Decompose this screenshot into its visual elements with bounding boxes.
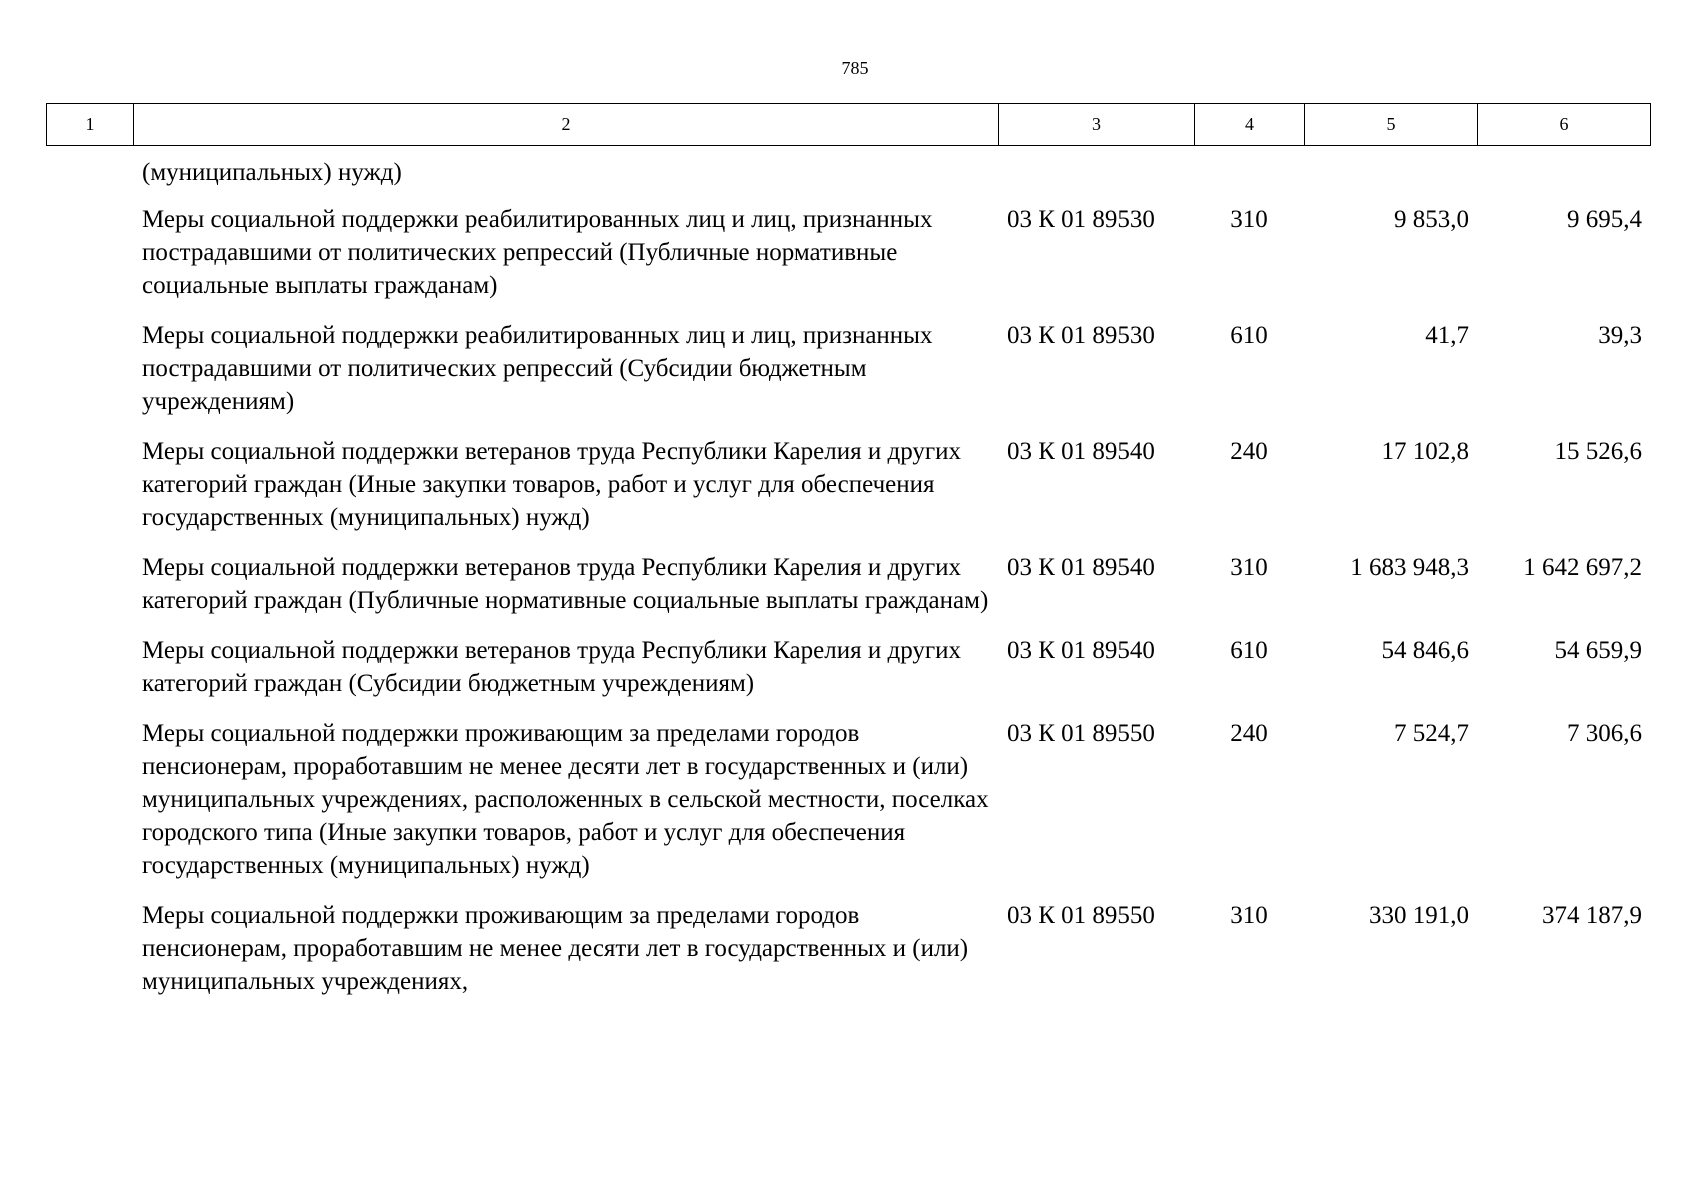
budget-table xyxy=(46,156,1650,1015)
table-row xyxy=(46,634,1650,717)
table-row xyxy=(46,319,1650,435)
row-value-5: 17 102,8 xyxy=(1381,438,1469,465)
row-code: 03 К 01 89550 xyxy=(1007,720,1155,747)
row-value-6: 15 526,6 xyxy=(1554,438,1642,465)
column-header-2: 2 xyxy=(134,104,999,146)
column-header-1: 1 xyxy=(47,104,134,146)
row-code: 03 К 01 89530 xyxy=(1007,322,1155,349)
table-row xyxy=(46,435,1650,551)
column-header-4: 4 xyxy=(1195,104,1305,146)
row-code: 03 К 01 89530 xyxy=(1007,206,1155,233)
row-value-6: 9 695,4 xyxy=(1567,206,1642,233)
row-value-5: 9 853,0 xyxy=(1394,206,1469,233)
row-description: Меры социальной поддержки проживающим за пределами городов пенсионерам, проработавшим не менее десяти лет в государственных и (или) муниципальных учреждениях, расположенных в сельской местности, поселках городского типа (Иные закупки товаров, работ и услуг для обеспечения государственных (муниципальных) нужд) xyxy=(142,720,989,879)
table-row xyxy=(46,717,1650,899)
row-type: 310 xyxy=(1230,206,1268,233)
row-type: 240 xyxy=(1230,720,1268,747)
row-description: Меры социальной поддержки реабилитированных лиц и лиц, признанных пострадавшими от политических репрессий (Субсидии бюджетным учреждениям) xyxy=(142,322,933,415)
table-row xyxy=(46,551,1650,634)
row-value-5: 54 846,6 xyxy=(1381,637,1469,664)
row-description: Меры социальной поддержки ветеранов труда Республики Карелия и других категорий граждан (Иные закупки товаров, работ и услуг для обеспечения государственных (муниципальных) нужд) xyxy=(142,438,961,531)
row-value-6: 374 187,9 xyxy=(1542,902,1642,929)
table-row xyxy=(46,203,1650,319)
row-code: 03 К 01 89540 xyxy=(1007,554,1155,581)
row-code: 03 К 01 89550 xyxy=(1007,902,1155,929)
column-header-5: 5 xyxy=(1305,104,1478,146)
table-header xyxy=(46,103,1651,146)
column-header-3: 3 xyxy=(999,104,1195,146)
row-type: 310 xyxy=(1230,902,1268,929)
row-description: Меры социальной поддержки ветеранов труда Республики Карелия и других категорий граждан (Субсидии бюджетным учреждениям) xyxy=(142,637,961,697)
continuation-row xyxy=(46,156,1650,203)
row-value-5: 330 191,0 xyxy=(1369,902,1469,929)
row-value-6: 54 659,9 xyxy=(1554,637,1642,664)
row-description: Меры социальной поддержки ветеранов труда Республики Карелия и других категорий граждан (Публичные нормативные социальные выплаты гражданам) xyxy=(142,554,989,614)
row-type: 240 xyxy=(1230,438,1268,465)
column-header-6: 6 xyxy=(1478,104,1651,146)
table-row xyxy=(46,899,1650,1015)
row-value-6: 7 306,6 xyxy=(1567,720,1642,747)
row-value-5: 7 524,7 xyxy=(1394,720,1469,747)
row-value-5: 41,7 xyxy=(1425,322,1469,349)
row-type: 310 xyxy=(1230,554,1268,581)
row-value-5: 1 683 948,3 xyxy=(1350,554,1469,581)
row-description: Меры социальной поддержки реабилитированных лиц и лиц, признанных пострадавшими от политических репрессий (Публичные нормативные социальные выплаты гражданам) xyxy=(142,206,933,299)
row-code: 03 К 01 89540 xyxy=(1007,637,1155,664)
row-value-6: 1 642 697,2 xyxy=(1523,554,1642,581)
row-code: 03 К 01 89540 xyxy=(1007,438,1155,465)
row-description: Меры социальной поддержки проживающим за пределами городов пенсионерам, проработавшим не менее десяти лет в государственных и (или) муниципальных учреждениях, xyxy=(142,902,969,995)
row-type: 610 xyxy=(1230,637,1268,664)
continuation-text: (муниципальных) нужд) xyxy=(142,159,402,186)
row-type: 610 xyxy=(1230,322,1268,349)
page-number: 785 xyxy=(841,58,869,78)
row-value-6: 39,3 xyxy=(1598,322,1642,349)
